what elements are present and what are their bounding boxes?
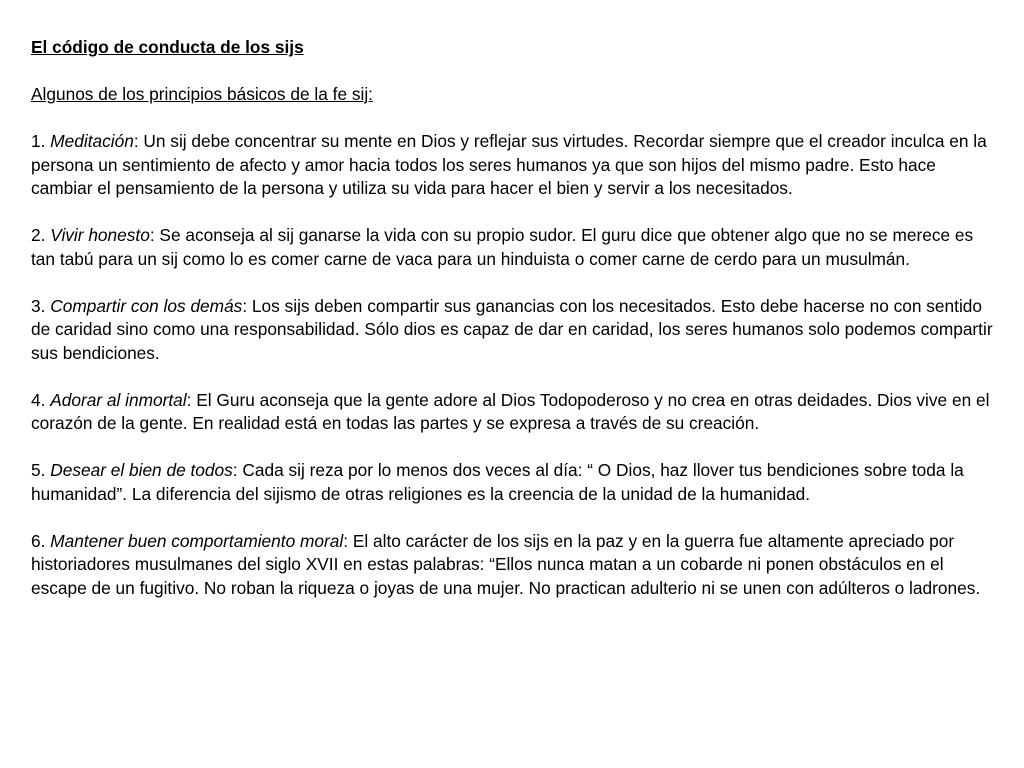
spacer <box>31 201 999 225</box>
principle-6 <box>31 530 999 601</box>
principle-text: : El Guru aconseja que la gente adore al Dios Todopoderoso y no crea en otras deidades. Dios vive en el corazón de la gente. En realidad está en todas las partes y se expresa a través de su creación. <box>31 389 990 433</box>
principle-text: : Un sij debe concentrar su mente en Dios y reflejar sus virtudes. Recordar siempre que el creador inculca en la persona un sentimiento de afecto y amor hacia todos los seres humanos ya que son hijos del mismo padre. Esto hace cambiar el pensamiento de la persona y utiliza su vida para hacer el bien y servir a los necesitados. <box>31 131 987 198</box>
principle-text: : El alto carácter de los sijs en la paz y en la guerra fue altamente apreciado por historiadores musulmanes del siglo XVII en estas palabras: “Ellos nunca matan a un cobarde ni ponen obstáculos en el escape de un fugitivo. No roban la riqueza o joyas de una mujer. No practican adulterio ni se unen con adúlteros o ladrones. <box>31 530 981 598</box>
document-body <box>31 36 999 600</box>
principle-term: Compartir con los demás <box>50 295 243 316</box>
principle-number: 6. <box>31 530 46 551</box>
principle-text: : Se aconseja al sij ganarse la vida con su propio sudor. El guru dice que obtener algo que no se merece es tan tabú para un sij como lo es comer carne de vaca para un hinduista o comer carne de cerdo para un musulmán. <box>31 225 974 269</box>
spacer <box>31 365 999 389</box>
principle-term: Meditación <box>50 131 134 151</box>
principle-number: 3. <box>31 295 46 316</box>
spacer <box>31 271 999 295</box>
principle-2 <box>31 224 999 271</box>
spacer <box>31 436 999 460</box>
principle-number: 4. <box>31 389 46 410</box>
spacer <box>31 60 999 84</box>
intro-text: Algunos de los principios básicos de la fe sij: <box>31 84 373 104</box>
principle-term: Mantener buen comportamiento moral <box>50 530 344 551</box>
principle-1 <box>31 130 999 201</box>
principle-3 <box>31 295 999 366</box>
spacer <box>31 107 999 131</box>
page-title: El código de conducta de los sijs <box>31 37 304 57</box>
principle-number: 5. <box>31 460 46 480</box>
principle-text: : Cada sij reza por lo menos dos veces al día: “ O Dios, haz llover tus bendiciones sobre toda la humanidad”. La diferencia del sijismo de otras religiones es la creencia de la unidad de la humanidad. <box>31 460 964 504</box>
principle-text: : Los sijs deben compartir sus ganancias con los necesitados. Esto debe hacerse no con sentido de caridad sino como una responsabilidad. Sólo dios es capaz de dar en caridad, los seres humanos solo podemos compartir sus bendiciones. <box>31 295 993 363</box>
principle-4 <box>31 389 999 436</box>
principle-number: 2. <box>31 225 46 245</box>
principle-term: Vivir honesto <box>50 225 150 245</box>
principle-term: Adorar al inmortal <box>50 389 187 410</box>
spacer <box>31 506 999 530</box>
principle-5 <box>31 459 999 506</box>
principle-term: Desear el bien de todos <box>50 460 233 480</box>
principle-number: 1. <box>31 131 46 151</box>
